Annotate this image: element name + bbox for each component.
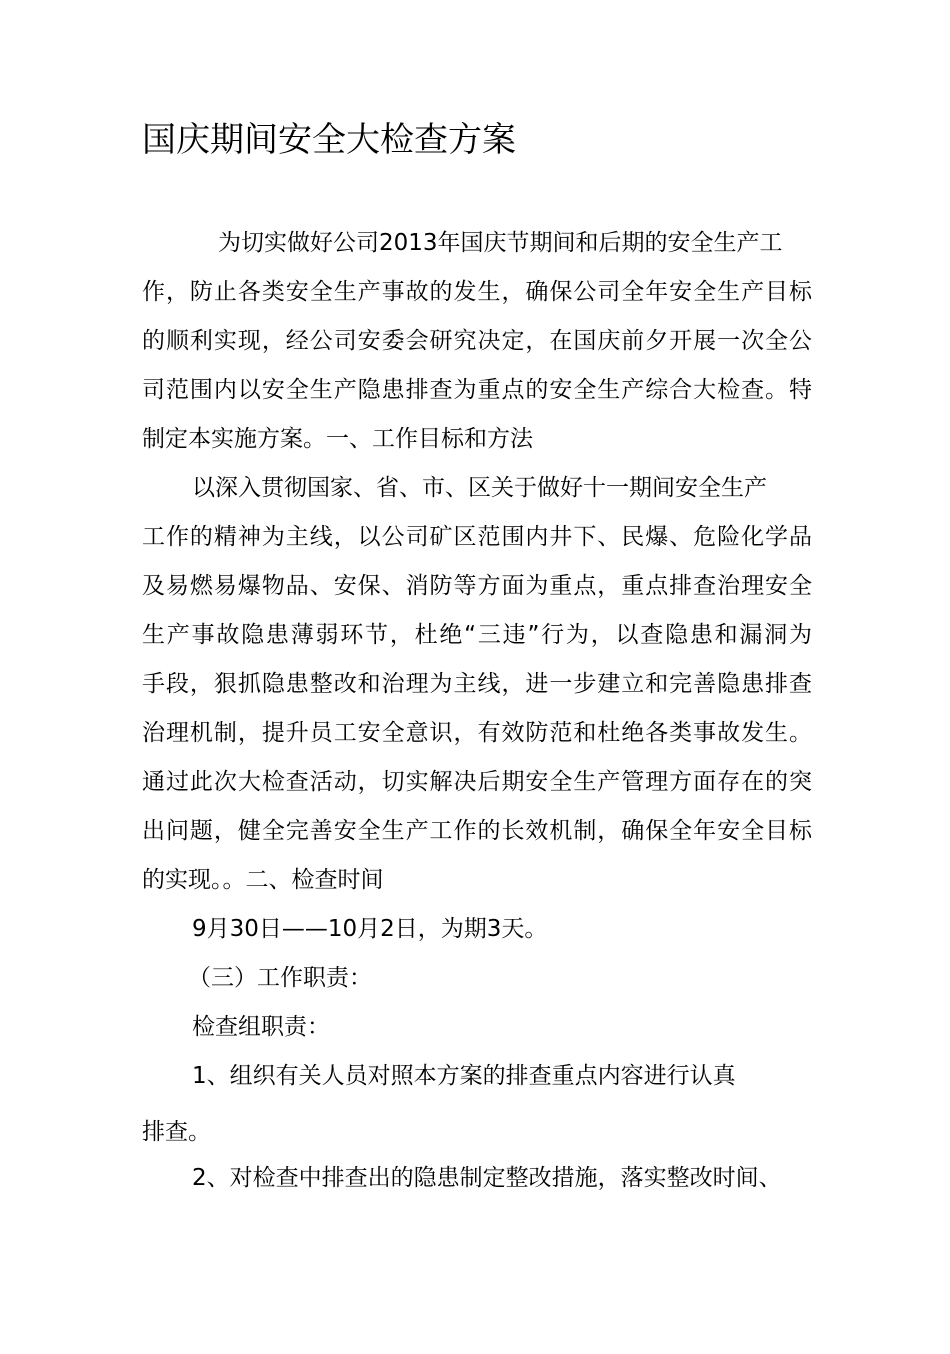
paragraph-line: 为切实做好公司2013年国庆节期间和后期的安全生产工 <box>218 230 783 256</box>
paragraph-line: 作，防止各类安全生产事故的发生，确保公司全年安全生产目标 <box>142 279 812 305</box>
paragraph-line: 及易燃易爆物品、安保、消防等方面为重点，重点排查治理安全 <box>142 573 812 599</box>
paragraph-line: 9月30日——10月2日，为期3天。 <box>192 916 548 942</box>
paragraph-line: 的实现。。二、检查时间 <box>142 867 384 893</box>
paragraph-line: 通过此次大检查活动，切实解决后期安全生产管理方面存在的突 <box>142 769 812 795</box>
paragraph-line: （三）工作职责： <box>188 965 372 991</box>
paragraph-line: 以深入贯彻国家、省、市、区关于做好十一期间安全生产 <box>192 475 767 501</box>
paragraph-line: 治理机制，提升员工安全意识，有效防范和杜绝各类事故发生。 <box>142 720 812 746</box>
paragraph-line: 检查组职责： <box>192 1014 330 1040</box>
paragraph-line: 出问题，健全完善安全生产工作的长效机制，确保全年安全目标 <box>142 818 812 844</box>
paragraph-line: 工作的精神为主线，以公司矿区范围内井下、民爆、危险化学品 <box>142 524 812 550</box>
paragraph-line: 的顺利实现，经公司安委会研究决定，在国庆前夕开展一次全公 <box>142 328 812 354</box>
paragraph-line: 司范围内以安全生产隐患排查为重点的安全生产综合大检查。特 <box>142 377 812 403</box>
paragraph-line: 手段，狠抓隐患整改和治理为主线，进一步建立和完善隐患排查 <box>142 671 812 697</box>
document-title: 国庆期间安全大检查方案 <box>142 120 516 160</box>
paragraph-line: 2、对检查中排查出的隐患制定整改措施，落实整改时间、 <box>192 1165 782 1191</box>
paragraph-line: 制定本实施方案。一、工作目标和方法 <box>142 426 533 452</box>
paragraph-line: 排查。 <box>142 1119 211 1145</box>
paragraph-line: 1、组织有关人员对照本方案的排查重点内容进行认真 <box>192 1063 736 1089</box>
paragraph-line: 生产事故隐患薄弱环节，杜绝“三违”行为，以查隐患和漏洞为 <box>142 622 812 648</box>
